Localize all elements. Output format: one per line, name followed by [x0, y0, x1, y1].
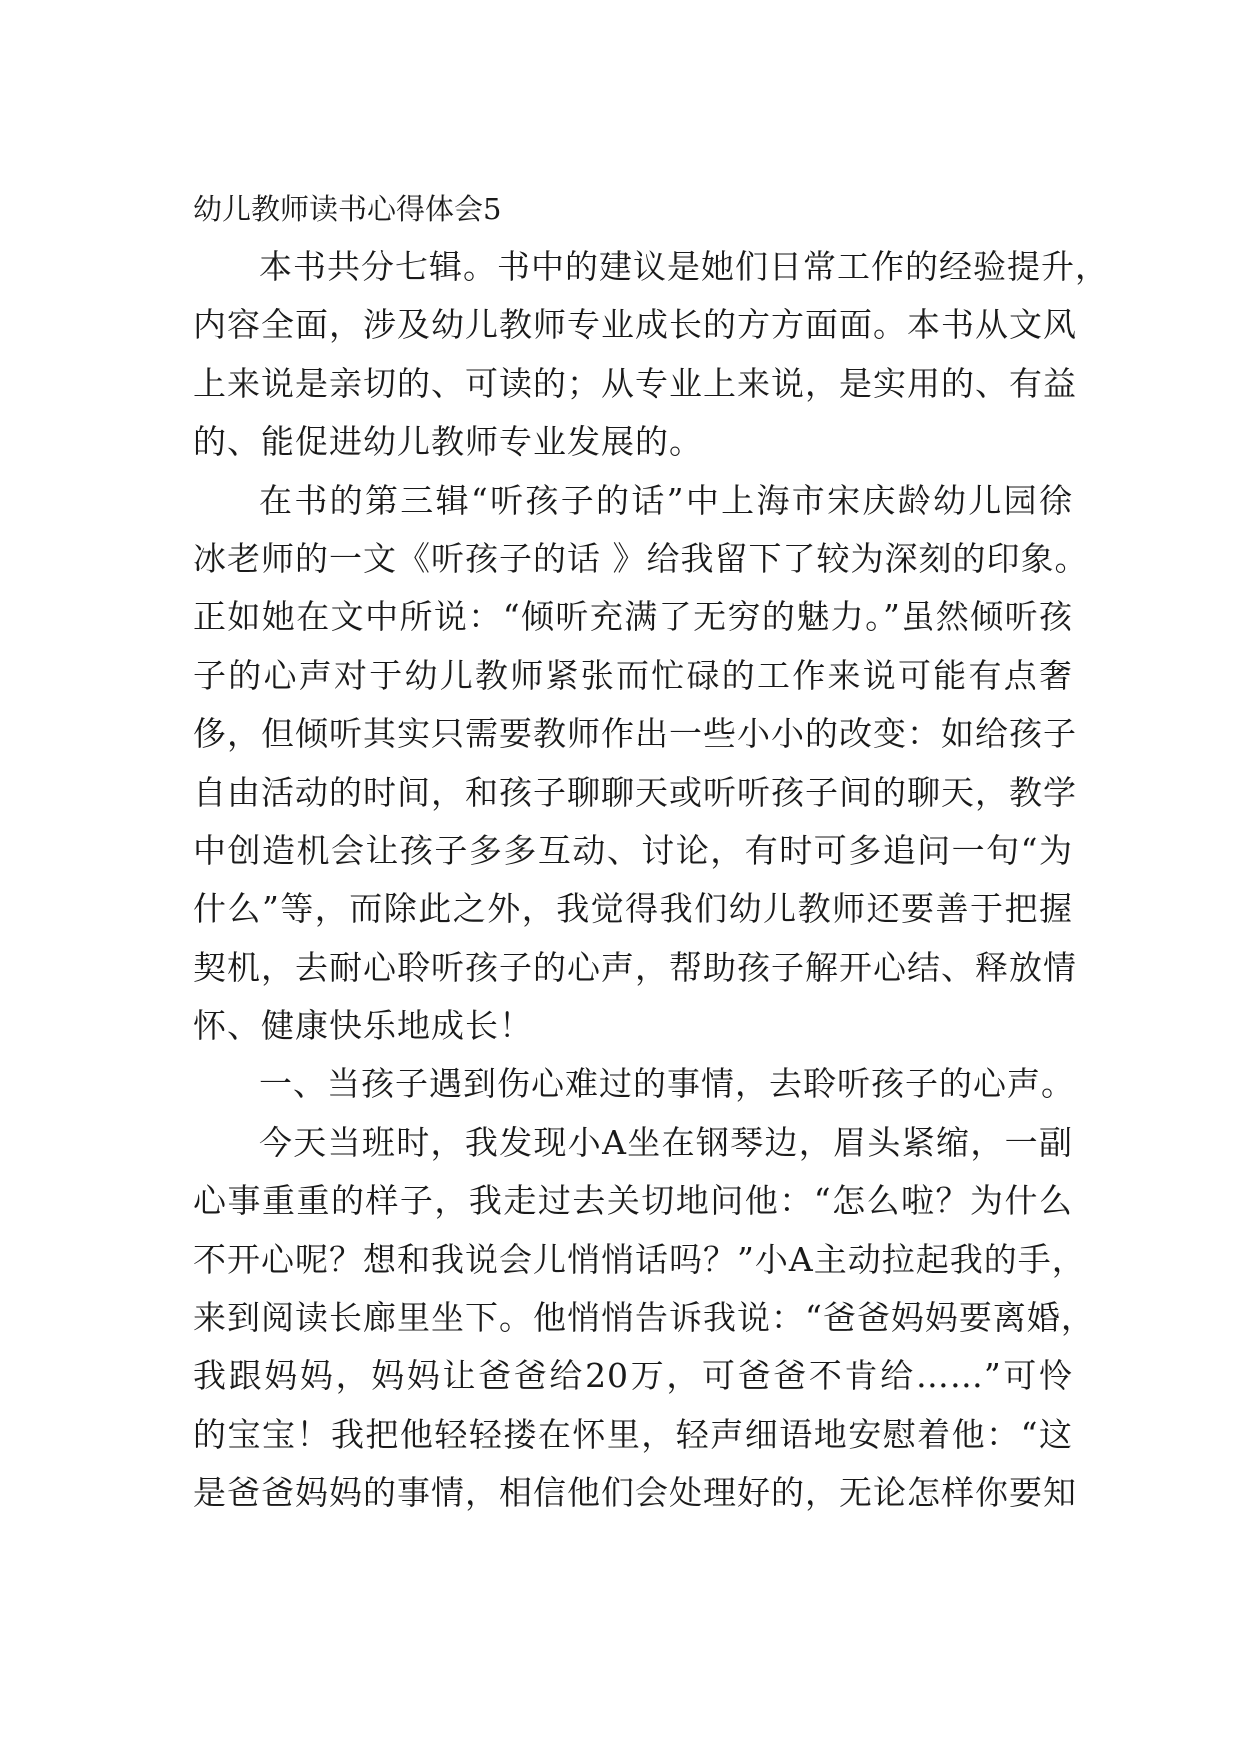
text-line: 心事重重的样子，我走过去关切地问他：“怎么啦？为什么 [193, 1181, 1073, 1221]
text-line: 自由活动的时间，和孩子聊聊天或听听孩子间的聊天，教学 [193, 772, 1077, 812]
text-line: 正如她在文中所说：“倾听充满了无穷的魅力。”虽然倾听孩 [193, 597, 1073, 637]
text-line: 契机，去耐心聆听孩子的心声，帮助孩子解开心结、释放情 [193, 947, 1077, 987]
text-line: 侈，但倾听其实只需要教师作出一些小小的改变：如给孩子 [193, 714, 1077, 754]
text-line: 子的心声对于幼儿教师紧张而忙碌的工作来说可能有点奢 [193, 655, 1073, 695]
paragraph-4 [193, 1114, 1095, 1523]
text-line: 冰老师的一文《听孩子的话 》给我留下了较为深刻的印象。 [193, 538, 1089, 578]
text-line: 怀、健康快乐地成长！ [193, 1006, 533, 1046]
text-line: 不开心呢？想和我说会儿悄悄话吗？”小A主动拉起我的手， [193, 1239, 1086, 1279]
paragraph-2 [193, 472, 1089, 1056]
text-line: 来到阅读长廊里坐下。他悄悄告诉我说：“爸爸妈妈要离婚， [193, 1298, 1095, 1338]
text-line: 是爸爸妈妈的事情，相信他们会处理好的，无论怎样你要知 [193, 1473, 1077, 1513]
text-line: 什么”等，而除此之外，我觉得我们幼儿教师还要善于把握 [193, 889, 1073, 929]
text-line: 中创造机会让孩子多多互动、讨论，有时可多追问一句“为 [193, 830, 1073, 870]
section-heading: 一、当孩子遇到伤心难过的事情，去聆听孩子的心声。 [259, 1064, 1075, 1104]
paragraph-1 [193, 238, 1109, 472]
text-line: 内容全面，涉及幼儿教师专业成长的方方面面。本书从文风 [193, 305, 1077, 345]
text-line: 的宝宝！我把他轻轻搂在怀里，轻声细语地安慰着他：“这 [193, 1414, 1073, 1454]
text-line: 的、能促进幼儿教师专业发展的。 [193, 422, 703, 462]
text-line: 今天当班时，我发现小A坐在钢琴边，眉头紧缩，一副 [259, 1122, 1073, 1162]
text-line: 在书的第三辑“听孩子的话”中上海市宋庆龄幼儿园徐 [259, 480, 1073, 520]
paragraph-3-heading [193, 1055, 1073, 1113]
document-body [193, 180, 1109, 1523]
text-line: 上来说是亲切的、可读的；从专业上来说，是实用的、有益 [193, 363, 1077, 403]
text-line: 本书共分七辑。书中的建议是她们日常工作的经验提升， [259, 247, 1109, 286]
document-title: 幼儿教师读书心得体会5 [193, 192, 502, 226]
text-line: 我跟妈妈，妈妈让爸爸给20万，可爸爸不肯给……”可怜 [193, 1356, 1073, 1396]
